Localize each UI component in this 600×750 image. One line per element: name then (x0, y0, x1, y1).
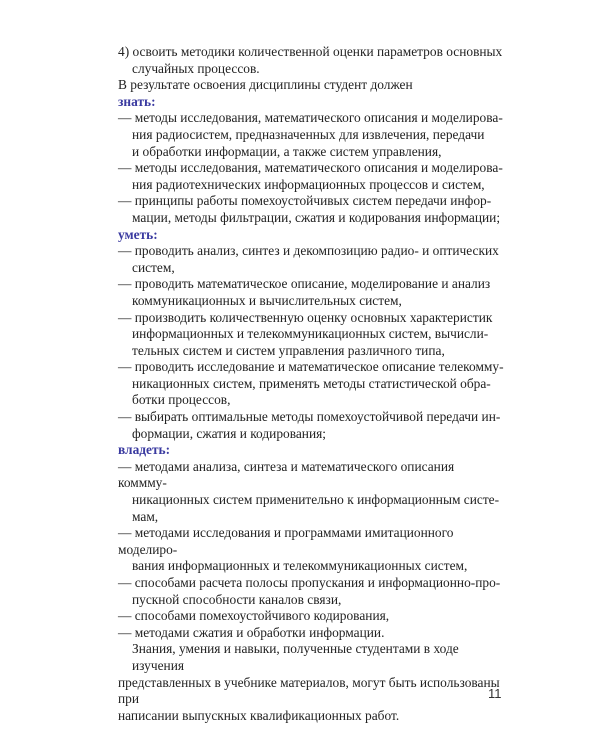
can-list (118, 243, 506, 442)
item-4-line-1: 4) освоить методики количественной оценки параметров основных (118, 44, 503, 59)
can-line: — проводить исследование и математическое описание телекомму- (118, 359, 504, 375)
closing-line: написании выпускных квалификационных работ. (118, 707, 400, 723)
know-line: — методы исследования, математического описания и моделирова- (118, 110, 503, 126)
can-heading: уметь: (118, 226, 158, 242)
intro-line: В результате освоения дисциплины студент должен (118, 77, 413, 93)
can-line: формации, сжатия и кодирования; (132, 425, 327, 441)
own-line: — методами анализа, синтеза и математического описания коммму- (118, 458, 455, 491)
own-line: вания информационных и телекоммуникационных систем, (132, 558, 468, 574)
know-line: мации, методы фильтрации, сжатия и кодирования информации; (132, 209, 501, 225)
can-line: тельных систем и систем управления различного типа, (132, 342, 445, 358)
know-heading: знать: (118, 93, 156, 109)
own-line: пускной способности каналов связи, (132, 591, 342, 607)
own-line: мам, (132, 508, 159, 524)
closing-paragraph (118, 641, 506, 724)
know-list (118, 110, 506, 226)
page-number: 11 (488, 686, 502, 701)
closing-line: Знания, умения и навыки, полученные студентами в ходе изучения (132, 641, 459, 673)
can-line: коммуникационных и вычислительных систем, (132, 292, 402, 308)
closing-line: представленных в учебнике материалов, могут быть использованы при (118, 674, 500, 707)
own-heading: владеть: (118, 442, 171, 458)
own-list (118, 459, 506, 642)
own-line: — способами помехоустойчивого кодирования, (118, 608, 390, 624)
can-line: — производить количественную оценку основных характеристик (118, 309, 493, 325)
can-line: информационных и телекоммуникационных систем, вычисли- (132, 326, 489, 342)
know-line: — принципы работы помехоустойчивых систем передачи инфор- (118, 193, 492, 209)
own-line: никационных систем применительно к информационным систе- (132, 492, 500, 508)
can-line: систем, (132, 259, 175, 275)
can-line: никационных систем, применять методы статистической обра- (132, 375, 491, 391)
can-line: — выбирать оптимальные методы помехоустойчивой передачи ин- (118, 409, 501, 425)
know-line: и обработки информации, а также систем управления, (132, 143, 442, 159)
can-line: — проводить анализ, синтез и декомпозицию радио- и оптических (118, 243, 499, 259)
know-line: ния радиосистем, предназначенных для извлечения, передачи (132, 126, 485, 142)
know-line: — методы исследования, математического описания и моделирова- (118, 160, 503, 176)
can-line: — проводить математическое описание, моделирование и анализ (118, 276, 491, 292)
own-line: — способами расчета полосы пропускания и информационно-про- (118, 575, 501, 590)
know-line: ния радиотехнических информационных процессов и систем, (132, 176, 485, 192)
page-body (118, 44, 506, 724)
can-line: ботки процессов, (132, 392, 231, 408)
own-line: — методами исследования и программами имитационного моделиро- (118, 525, 454, 557)
item-4-line-2: случайных процессов. (132, 60, 260, 76)
own-line: — методами сжатия и обработки информации. (118, 624, 385, 640)
